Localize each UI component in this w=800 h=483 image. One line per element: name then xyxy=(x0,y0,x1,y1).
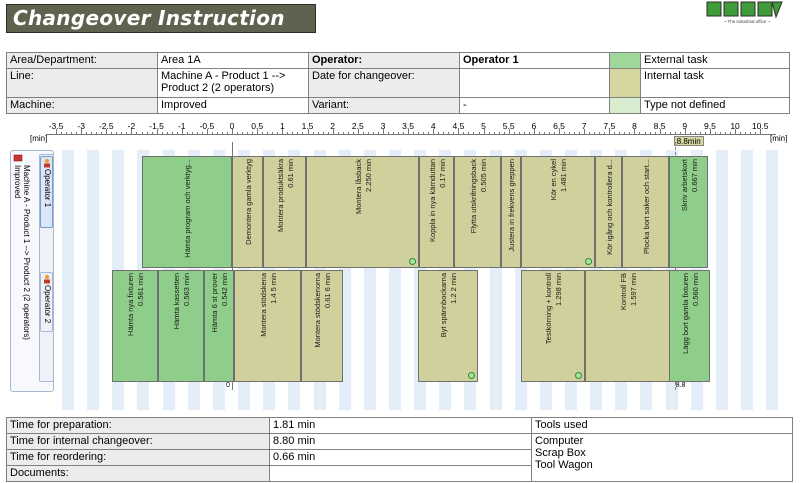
ruler-minor-tick xyxy=(569,132,570,135)
ruler-tick-label: 5.5 xyxy=(502,121,515,131)
ruler-minor-tick xyxy=(695,132,696,135)
task-duration: 0.542 min xyxy=(220,273,229,306)
task-bar[interactable] xyxy=(622,156,669,268)
ruler-minor-tick xyxy=(86,132,87,135)
ruler-baseline xyxy=(46,134,776,135)
task-bar[interactable] xyxy=(142,156,232,268)
changeover-gantt[interactable] xyxy=(6,120,792,410)
ruler-minor-tick xyxy=(403,132,404,135)
variant-icon xyxy=(13,153,23,163)
area-label: Area/Department: xyxy=(7,53,158,69)
ruler-minor-tick xyxy=(96,132,97,135)
ruler-tick-label: 2.5 xyxy=(351,121,364,131)
task-bar[interactable] xyxy=(306,156,419,268)
ruler-tick-label: 3.5 xyxy=(402,121,415,131)
task-name: Hämta nya fixturen xyxy=(126,273,135,336)
task-name: Hämta kassetten xyxy=(172,273,181,330)
task-name: Hämta 6 st prover xyxy=(210,273,219,333)
ruler-tick-label: 3 xyxy=(380,121,386,131)
tree-root-label[interactable]: Improved xyxy=(13,165,22,199)
tool-item: Tool Wagon xyxy=(535,459,593,471)
task-bar[interactable] xyxy=(585,270,670,382)
ruler-minor-tick xyxy=(624,132,625,135)
task-name: Lägg bort gamla fixturen xyxy=(680,273,690,354)
logo-tagline: ~ The industrial office ~ xyxy=(723,19,771,24)
task-bar[interactable] xyxy=(501,156,521,268)
ruler-tick-label: 2 xyxy=(330,121,336,131)
ruler-minor-tick xyxy=(61,132,62,135)
task-name: Kontroll FB xyxy=(618,273,628,311)
ruler-minor-tick xyxy=(479,132,480,135)
legend-external-swatch xyxy=(610,53,641,69)
task-bar[interactable] xyxy=(454,156,501,268)
ruler-minor-tick xyxy=(297,132,298,135)
task-name: Flytta utskrifningsback xyxy=(468,159,478,234)
ruler-minor-tick xyxy=(237,132,238,135)
task-bar[interactable] xyxy=(234,270,301,382)
ruler-minor-tick xyxy=(639,132,640,135)
task-name: Montera stödskenorna xyxy=(313,273,322,348)
task-duration: 0.505 min xyxy=(478,159,488,192)
end-mark: 8.8 xyxy=(675,382,686,389)
internal-time-label: Time for internal changeover: xyxy=(7,434,270,450)
ruler-minor-tick xyxy=(438,132,439,135)
ruler-minor-tick xyxy=(549,132,550,135)
variant-label: Variant: xyxy=(309,98,460,114)
tool-item: Scrap Box xyxy=(535,447,586,459)
ruler-minor-tick xyxy=(499,132,500,135)
variant-value[interactable]: - xyxy=(460,98,610,114)
ruler-minor-tick xyxy=(599,132,600,135)
internal-time-value: 8.80 min xyxy=(270,434,532,450)
task-duration: 1.597 min xyxy=(628,273,638,306)
ruler-minor-tick xyxy=(152,132,153,135)
ruler-minor-tick xyxy=(725,132,726,135)
legend-internal-label: Internal task xyxy=(641,69,790,98)
ruler-minor-tick xyxy=(463,132,464,135)
ruler-minor-tick xyxy=(428,132,429,135)
ruler-minor-tick xyxy=(514,132,515,135)
ruler-minor-tick xyxy=(227,132,228,135)
ruler-minor-tick xyxy=(423,132,424,135)
ruler-minor-tick xyxy=(142,132,143,135)
ruler-unit-right: [min] xyxy=(770,134,788,143)
ruler-minor-tick xyxy=(292,132,293,135)
ruler-minor-tick xyxy=(388,132,389,135)
ruler-minor-tick xyxy=(504,132,505,135)
ruler-minor-tick xyxy=(604,132,605,135)
ruler-minor-tick xyxy=(267,132,268,135)
ruler-minor-tick xyxy=(136,132,137,135)
ruler-minor-tick xyxy=(222,132,223,135)
ruler-minor-tick xyxy=(111,132,112,135)
task-name: Kör igång och kontrollera d... xyxy=(604,159,614,255)
company-logo xyxy=(706,0,784,20)
ruler-minor-tick xyxy=(192,132,193,135)
ruler-minor-tick xyxy=(348,132,349,135)
ruler-unit-left: [min] xyxy=(30,134,48,143)
ruler-minor-tick xyxy=(76,132,77,135)
ruler-minor-tick xyxy=(343,132,344,135)
grid-stripe xyxy=(62,150,74,410)
ruler-tick-label: -2.5 xyxy=(98,121,114,131)
machine-label: Machine: xyxy=(7,98,158,114)
task-duration: 1.298 min xyxy=(554,273,563,306)
operator-value[interactable]: Operator 1 xyxy=(460,53,610,69)
task-bar[interactable] xyxy=(158,270,204,382)
ruler-minor-tick xyxy=(589,132,590,135)
ruler-tick-label: -1.5 xyxy=(149,121,164,131)
task-name: Skriv arbetskort xyxy=(679,159,689,212)
task-bar[interactable] xyxy=(232,156,263,268)
ruler-minor-tick xyxy=(121,132,122,135)
ruler-minor-tick xyxy=(655,132,656,135)
task-duration: 0.667 min xyxy=(689,159,699,192)
area-value[interactable]: Area 1A xyxy=(158,53,309,69)
task-bar[interactable] xyxy=(521,156,595,268)
ruler-tick-label: 1 xyxy=(279,121,285,131)
task-duration: 1.4 5 min xyxy=(268,273,278,304)
ruler-minor-tick xyxy=(353,132,354,135)
ruler-tick-label: 4.5 xyxy=(452,121,465,131)
grid-stripe xyxy=(87,150,99,410)
ruler-minor-tick xyxy=(287,132,288,135)
ruler-minor-tick xyxy=(413,132,414,135)
date-label: Date for changeover: xyxy=(309,69,460,98)
ruler-minor-tick xyxy=(147,132,148,135)
tools-list xyxy=(532,434,793,482)
task-bar[interactable] xyxy=(263,156,306,268)
ruler-minor-tick xyxy=(126,132,127,135)
task-duration: 0.563 min xyxy=(182,273,191,306)
ruler-minor-tick xyxy=(453,132,454,135)
ruler-minor-tick xyxy=(579,132,580,135)
ruler-minor-tick xyxy=(363,132,364,135)
task-duration: 0.61 min xyxy=(285,159,295,188)
documents-label: Documents: xyxy=(7,466,270,482)
ruler-tick-label: 0.5 xyxy=(251,121,264,131)
ruler-minor-tick xyxy=(368,132,369,135)
legend-undefined-label: Type not defined xyxy=(641,98,790,114)
task-duration: 1.481 min xyxy=(559,159,568,192)
prep-time-value: 1.81 min xyxy=(270,418,532,434)
ruler-tick-label: 10.5 xyxy=(751,121,769,131)
tree-operator-1[interactable] xyxy=(40,156,53,228)
ruler-minor-tick xyxy=(167,132,168,135)
ruler-minor-tick xyxy=(313,132,314,135)
task-bar[interactable] xyxy=(418,270,478,382)
reorder-time-value: 0.66 min xyxy=(270,450,532,466)
operator-label: Operator: xyxy=(309,53,460,69)
tree-line-label[interactable]: Machine A - Product 1 --> Product 2 (2 operators) xyxy=(22,165,31,340)
ruler-minor-tick xyxy=(418,132,419,135)
ruler-minor-tick xyxy=(740,132,741,135)
documents-value[interactable] xyxy=(270,466,532,482)
ruler-minor-tick xyxy=(162,132,163,135)
task-name: Montera stödskena xyxy=(258,273,268,337)
task-name: Demontera gamla verktyg xyxy=(243,159,253,245)
grid-stripe xyxy=(766,150,778,410)
task-name: Testkörning + kontroll xyxy=(544,273,553,345)
task-duration: 1.2 2 min xyxy=(449,273,458,304)
tree-operator-2-label: Operator 2 xyxy=(43,285,52,324)
task-name: Byt spännbockarna xyxy=(439,273,448,338)
ruler-minor-tick xyxy=(645,132,646,135)
ruler-minor-tick xyxy=(393,132,394,135)
ruler-minor-tick xyxy=(730,132,731,135)
ruler-tick-label: 1.5 xyxy=(301,121,314,131)
ruler-minor-tick xyxy=(539,132,540,135)
ruler-minor-tick xyxy=(650,132,651,135)
ruler-tick-label: 8.5 xyxy=(653,121,666,131)
task-duration: 0.17 min xyxy=(437,159,447,188)
ruler-minor-tick xyxy=(338,132,339,135)
machine-value[interactable]: Improved xyxy=(158,98,309,114)
ruler-tick-label: 0 xyxy=(229,121,235,131)
ruler-minor-tick xyxy=(378,132,379,135)
task-bar[interactable] xyxy=(669,270,710,382)
task-bar[interactable] xyxy=(521,270,585,382)
tree-operator-1-label: Operator 1 xyxy=(43,169,52,208)
summary-table xyxy=(6,417,793,482)
task-duration: 2.250 min xyxy=(363,159,373,192)
ruler-minor-tick xyxy=(629,132,630,135)
task-name: Montera låsback xyxy=(353,159,363,215)
ruler-minor-tick xyxy=(675,132,676,135)
ruler-minor-tick xyxy=(564,132,565,135)
ruler-minor-tick xyxy=(277,132,278,135)
task-duration: 0.561 min xyxy=(136,273,145,306)
ruler-minor-tick xyxy=(755,132,756,135)
ruler-minor-tick xyxy=(680,132,681,135)
ruler-minor-tick xyxy=(670,132,671,135)
ruler-minor-tick xyxy=(554,132,555,135)
task-name: Montera produktsäkra xyxy=(275,159,285,232)
attachment-icon[interactable] xyxy=(585,258,592,265)
attachment-icon[interactable] xyxy=(575,372,582,379)
line-label: Line: xyxy=(7,69,158,98)
info-table xyxy=(6,52,790,114)
ruler-minor-tick xyxy=(574,132,575,135)
ruler-minor-tick xyxy=(448,132,449,135)
ruler-tick-label: 6 xyxy=(531,121,537,131)
task-name: Justera in frekvens greppen xyxy=(507,159,516,252)
ruler-minor-tick xyxy=(328,132,329,135)
ruler-minor-tick xyxy=(529,132,530,135)
ruler-minor-tick xyxy=(519,132,520,135)
operator-icon xyxy=(42,274,52,284)
ruler-minor-tick xyxy=(217,132,218,135)
tree-operator-2[interactable] xyxy=(40,272,53,332)
ruler-minor-tick xyxy=(665,132,666,135)
ruler-tick-label: -2 xyxy=(127,121,136,131)
ruler-minor-tick xyxy=(91,132,92,135)
grid-stripe xyxy=(716,150,728,410)
ruler-minor-tick xyxy=(715,132,716,135)
total-time-label: 8.8min xyxy=(674,136,704,146)
ruler-minor-tick xyxy=(594,132,595,135)
operator-icon xyxy=(42,158,52,168)
ruler-tick-label: -0.5 xyxy=(199,121,215,131)
ruler-tick-label: 4 xyxy=(430,121,436,131)
task-bar[interactable] xyxy=(419,156,454,268)
task-name: Hämta program och verktyg... xyxy=(183,159,192,258)
ruler-minor-tick xyxy=(212,132,213,135)
attachment-icon[interactable] xyxy=(409,258,416,265)
date-value[interactable] xyxy=(460,69,610,98)
ruler-minor-tick xyxy=(202,132,203,135)
ruler-minor-tick xyxy=(619,132,620,135)
ruler-minor-tick xyxy=(252,132,253,135)
task-name: Kör en cykel xyxy=(549,159,558,201)
legend-undefined-swatch xyxy=(610,98,641,114)
ruler-minor-tick xyxy=(614,132,615,135)
legend-external-label: External task xyxy=(641,53,790,69)
task-bar[interactable] xyxy=(595,156,622,268)
ruler-minor-tick xyxy=(473,132,474,135)
ruler-tick-label: -1 xyxy=(177,121,186,131)
zero-mark: 0 xyxy=(226,382,230,389)
ruler-tick-label: 7.5 xyxy=(603,121,616,131)
reorder-time-label: Time for reordering: xyxy=(7,450,270,466)
ruler-minor-tick xyxy=(690,132,691,135)
ruler-minor-tick xyxy=(197,132,198,135)
ruler-minor-tick xyxy=(750,132,751,135)
ruler-minor-tick xyxy=(544,132,545,135)
grid-stripe xyxy=(741,150,753,410)
task-bar[interactable] xyxy=(669,156,708,268)
tool-item: Computer xyxy=(535,435,584,447)
ruler-minor-tick xyxy=(187,132,188,135)
task-duration: 0.560 min xyxy=(690,273,700,306)
ruler-tick-label: 9 xyxy=(682,121,688,131)
ruler-minor-tick xyxy=(66,132,67,135)
page-title: Changeover Instruction xyxy=(6,4,316,33)
attachment-icon[interactable] xyxy=(468,372,475,379)
ruler-tick-label: 8 xyxy=(632,121,637,131)
ruler-minor-tick xyxy=(116,132,117,135)
task-bar[interactable] xyxy=(112,270,158,382)
ruler-minor-tick xyxy=(745,132,746,135)
ruler-minor-tick xyxy=(247,132,248,135)
task-duration: 0.61 6 min xyxy=(323,273,332,309)
ruler-minor-tick xyxy=(71,132,72,135)
ruler-minor-tick xyxy=(705,132,706,135)
ruler-minor-tick xyxy=(700,132,701,135)
ruler-minor-tick xyxy=(398,132,399,135)
ruler-minor-tick xyxy=(262,132,263,135)
ruler-minor-tick xyxy=(524,132,525,135)
ruler-minor-tick xyxy=(373,132,374,135)
tools-label: Tools used xyxy=(532,418,793,434)
prep-time-label: Time for preparation: xyxy=(7,418,270,434)
task-name: Plocka bort saker och start... xyxy=(641,159,651,255)
ruler-tick-label: -3.5 xyxy=(48,121,64,131)
ruler-tick-label: 9.5 xyxy=(703,121,716,131)
task-name: Koppla in nya kärnduttan xyxy=(427,159,437,242)
ruler-minor-tick xyxy=(443,132,444,135)
ruler-minor-tick xyxy=(323,132,324,135)
ruler-minor-tick xyxy=(720,132,721,135)
ruler-minor-tick xyxy=(172,132,173,135)
ruler-minor-tick xyxy=(272,132,273,135)
ruler-tick-label: -3 xyxy=(77,121,85,131)
task-bar[interactable] xyxy=(301,270,343,382)
ruler-minor-tick xyxy=(318,132,319,135)
ruler-minor-tick xyxy=(242,132,243,135)
ruler-minor-tick xyxy=(468,132,469,135)
ruler-tick-label: 10 xyxy=(730,121,740,131)
legend-internal-swatch xyxy=(610,69,641,98)
ruler-minor-tick xyxy=(494,132,495,135)
ruler-tick-label: 7 xyxy=(581,121,587,131)
ruler-tick-label: 5 xyxy=(481,121,486,131)
ruler-minor-tick xyxy=(101,132,102,135)
ruler-minor-tick xyxy=(489,132,490,135)
line-value[interactable]: Machine A - Product 1 --> Product 2 (2 operators) xyxy=(158,69,309,98)
ruler-tick-label: 6.5 xyxy=(553,121,565,131)
ruler-minor-tick xyxy=(177,132,178,135)
task-bar[interactable] xyxy=(204,270,234,382)
ruler-minor-tick xyxy=(302,132,303,135)
